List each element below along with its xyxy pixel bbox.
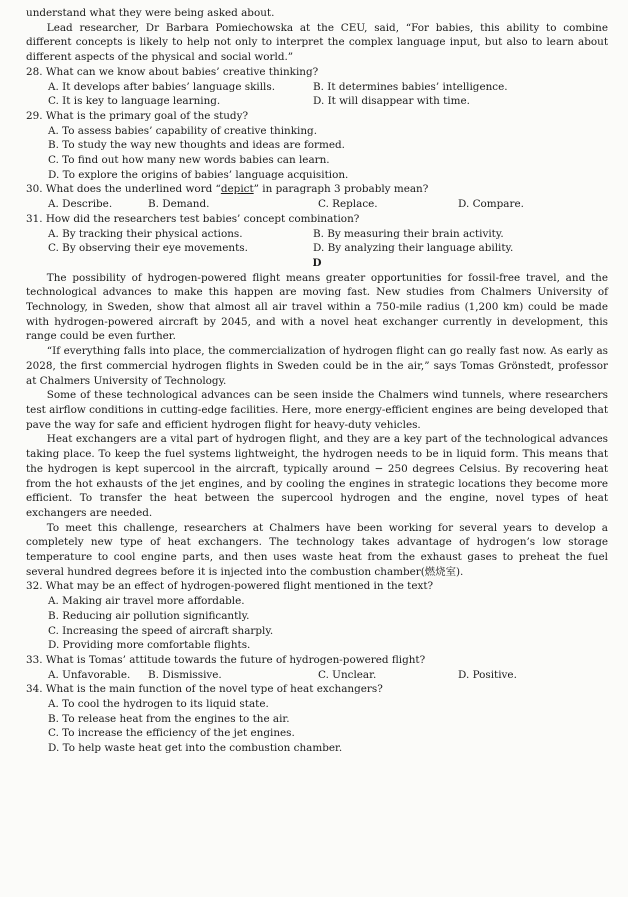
option-d[interactable]: D. By analyzing their language ability. [313,242,514,255]
option-a[interactable]: A. It develops after babies’ language skills. [48,80,276,93]
question-31 [26,212,608,256]
option-c[interactable]: C. To increase the efficiency of the jet engines. [48,727,295,740]
passage-paragraph: Some of these technological advances can be seen inside the Chalmers wind tunnels, where researchers test airflow conditions in cutting-edge facilities. Here, more energy-efficient engines are being developed that pave the way for safe and efficient hydrogen flight for heavy-duty vehicles. [26,389,608,431]
option-a[interactable]: A. Making air travel more affordable. [48,595,245,608]
option-c[interactable]: C. To find out how many new words babies can learn. [48,154,330,167]
option-d[interactable]: D. It will disappear with time. [313,95,470,108]
stem-before: 30. What does the underlined word “ [26,183,221,196]
question-stem: 31. How did the researchers test babies’ concept combination? [26,212,360,225]
option-c[interactable]: C. By observing their eye movements. [48,242,248,255]
passage-paragraph: The possibility of hydrogen-powered flight means greater opportunities for fossil-free travel, and the technological advances to make this happen are moving fast. New studies from Chalmers University of Technology, in Sweden, show that almost all air travel within a 750-mile radius (1,200 km) could be made with hydrogen-powered aircraft by 2045, and with a novel heat exchanger currently in development, this range could be even further. [26,271,608,343]
option-a[interactable]: A. Unfavorable. [48,668,131,681]
question-34 [26,682,608,756]
option-d[interactable]: D. Compare. [458,198,524,211]
question-33 [26,653,608,682]
option-b[interactable]: B. By measuring their brain activity. [313,227,504,240]
intro-line: understand what they were being asked about. [26,7,275,19]
option-d[interactable]: D. To explore the origins of babies’ language acquisition. [48,168,349,181]
question-stem: 32. What may be an effect of hydrogen-powered flight mentioned in the text? [26,580,434,593]
question-28 [26,65,608,109]
question-stem: 28. What can we know about babies’ creative thinking? [26,65,319,78]
option-b[interactable]: B. Dismissive. [148,668,222,681]
option-c[interactable]: C. Replace. [318,198,378,211]
option-d[interactable]: D. Providing more comfortable flights. [48,639,251,652]
passage-paragraph: “If everything falls into place, the commercialization of hydrogen flight can go really fast now. As early as 2028, the first commercial hydrogen flights in Sweden could be in the air,” says Tomas Grönstedt, professor at Chalmers University of Technology. [26,345,608,387]
option-c[interactable]: C. Increasing the speed of aircraft sharply. [48,624,274,637]
option-a[interactable]: A. By tracking their physical actions. [48,227,243,240]
question-30 [26,182,608,211]
option-d[interactable]: D. Positive. [458,668,517,681]
passage-paragraph: Heat exchangers are a vital part of hydrogen flight, and they are a key part of the technological advances taking place. To keep the fuel systems lightweight, the hydrogen needs to be in liquid form. This means that the hydrogen is kept supercool in the aircraft, typically around − 250 degrees Celsius. By recovering heat from the hot exhausts of the jet engines, and by cooling the engines in strategic locations they become more efficient. To transfer the heat between the supercool hydrogen and the engine, novel types of heat exchangers are needed. [26,433,608,519]
option-d[interactable]: D. To help waste heat get into the combustion chamber. [48,742,343,755]
lead-paragraph: Lead researcher, Dr Barbara Pomiechowska at the CEU, said, “For babies, this ability to combine different concepts is likely to help not only to interpret the complex language input, but also to learn about different aspects of the physical and social world.” [26,21,608,64]
option-a[interactable]: A. To assess babies’ capability of creative thinking. [48,124,318,137]
option-b[interactable]: B. To study the way new thoughts and ideas are formed. [48,139,345,152]
passage-paragraph: To meet this challenge, researchers at Chalmers have been working for several years to develop a completely new type of heat exchangers. The technology takes advantage of hydrogen’s low storage temperature to cool engine parts, and then uses waste heat from the exhaust gases to preheat the fuel several hundred degrees before it is injected into the combustion chamber(燃烧室). [26,521,608,578]
option-a[interactable]: A. Describe. [48,198,113,211]
question-32 [26,579,608,653]
section-label: D [312,256,322,269]
option-c[interactable]: C. It is key to language learning. [48,95,221,108]
option-a[interactable]: A. To cool the hydrogen to its liquid state. [48,698,269,711]
question-stem: 29. What is the primary goal of the study? [26,109,249,122]
option-b[interactable]: B. It determines babies’ intelligence. [313,80,508,93]
underlined-word: depict [220,183,254,196]
option-b[interactable]: B. To release heat from the engines to the air. [48,712,290,725]
stem-after: ” in paragraph 3 probably mean? [253,183,429,196]
question-29 [26,109,608,183]
question-stem: 33. What is Tomas’ attitude towards the future of hydrogen-powered flight? [26,653,426,666]
option-b[interactable]: B. Demand. [148,198,210,211]
option-c[interactable]: C. Unclear. [318,668,377,681]
question-stem [26,182,608,197]
question-stem: 34. What is the main function of the novel type of heat exchangers? [26,683,383,696]
option-b[interactable]: B. Reducing air pollution significantly. [48,609,250,622]
